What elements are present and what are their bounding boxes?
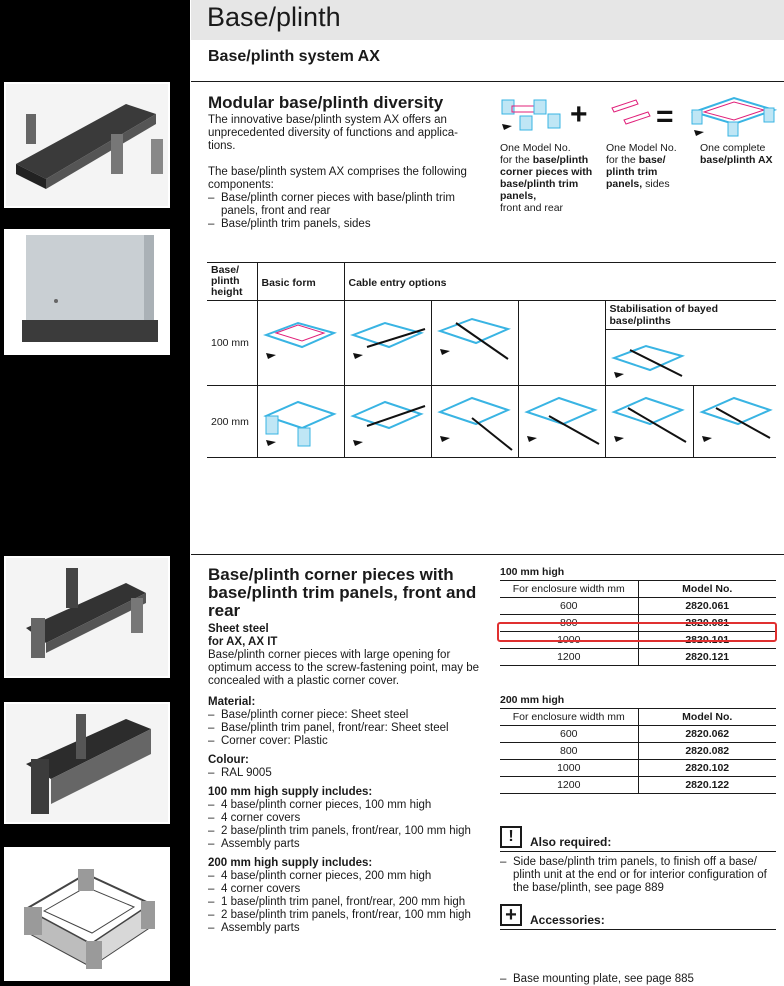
supply100-item: – 4 base/plinth corner pieces, 100 mm high [208, 799, 493, 812]
section2-desc: Base/plinth corner pieces with large opening for optimum access to the screw-fastening point, may be concealed with a plastic corner cover. [208, 649, 480, 687]
th-height: Base/ plinth height [211, 264, 243, 298]
supply100-item: – 4 corner covers [208, 812, 493, 825]
eq3-bold: base/plinth AX [700, 154, 773, 166]
section2-subtitle1: Sheet steel [208, 623, 269, 635]
equation-illustration [498, 94, 778, 140]
plinth-cable-entry-icon [519, 386, 605, 454]
highlight-row-800 [497, 622, 777, 642]
col-width-header: For enclosure width mm [500, 581, 638, 598]
model-cell: 2820.082 [638, 743, 776, 760]
cell-200-opt2 [431, 386, 518, 458]
plinth-diagram-icon [258, 301, 344, 363]
cell-200-stab1 [605, 386, 694, 458]
cell-100-stab [605, 301, 776, 386]
model-table-200 [500, 708, 776, 794]
photo-corner-pieces-100 [4, 556, 170, 678]
plinth-cable-entry-icon [432, 386, 518, 454]
section1-para1: The innovative base/plinth system AX offers an unprecedented diversity of functions and applica-tions. [208, 114, 458, 152]
model-cell: 2820.122 [638, 777, 776, 794]
warning-icon: ! [500, 826, 522, 848]
eq2-line: sides [645, 178, 670, 190]
width-cell: 600 [500, 726, 638, 743]
plinth-cable-entry-icon [345, 386, 431, 454]
eq1-line: One Model No. [500, 142, 571, 154]
width-cell: 1200 [500, 777, 638, 794]
table-row [500, 726, 776, 743]
section1-para2: The base/plinth system AX comprises the following components: [208, 166, 467, 191]
plinth-stabilisation-icon [694, 386, 774, 454]
divider [500, 929, 776, 930]
model-cell: 2820.061 [638, 598, 776, 615]
width-cell: 1200 [500, 649, 638, 666]
also-required-label: Also required: [530, 835, 612, 849]
section1-body [208, 114, 483, 231]
t100-title: 100 mm high [500, 566, 565, 578]
width-cell: 800 [500, 743, 638, 760]
supply200-label: 200 mm high supply includes: [208, 857, 373, 869]
cell-200-opt1 [344, 386, 431, 458]
page-title: Base/plinth [207, 2, 341, 32]
photo-plinth-drawing [4, 847, 170, 981]
table-row [500, 777, 776, 794]
cell-100-basic [257, 301, 344, 386]
svg-text:=: = [656, 100, 674, 133]
supply100-label: 100 mm high supply includes: [208, 786, 373, 798]
colour-label: Colour: [208, 754, 249, 766]
model-cell: 2820.121 [638, 649, 776, 666]
th-basic-form: Basic form [257, 263, 344, 301]
eq2-bold: base/ plinth trim panels, [606, 154, 666, 190]
cable-entry-options-table [207, 262, 776, 458]
section2-subtitle2: for AX, AX IT [208, 636, 278, 648]
material-item: – Base/plinth trim panel, front/rear: Sheet steel [208, 722, 493, 735]
width-cell: 1000 [500, 760, 638, 777]
page-subtitle: Base/plinth system AX [208, 48, 380, 65]
supply100-item: – 2 base/plinth trim panels, front/rear, 100 mm high [208, 825, 493, 838]
accessories-label: Accessories: [530, 913, 605, 927]
table-row [500, 760, 776, 777]
colour-item: – RAL 9005 [208, 767, 493, 780]
photo-corner-pieces-200 [4, 702, 170, 824]
also-required-text: – Side base/plinth trim panels, to finish off a base/ plinth unit at the end or for interior configuration of the base/plinth, see page 889 [500, 856, 776, 895]
col-model-header: Model No. [638, 709, 776, 726]
accessories-text: – Base mounting plate, see page 885 [500, 973, 776, 986]
eq1-line: front and rear [500, 202, 564, 214]
supply200-item: – 2 base/plinth trim panels, front/rear, 100 mm high [208, 909, 493, 922]
material-item: – Base/plinth corner piece: Sheet steel [208, 709, 493, 722]
col-model-header: Model No. [638, 581, 776, 598]
plinth-stabilisation-icon [606, 330, 692, 382]
plinth-stabilisation-icon [606, 386, 692, 454]
eq2-line: for the [606, 154, 636, 166]
supply200-item: – 4 base/plinth corner pieces, 200 mm high [208, 870, 493, 883]
t200-title: 200 mm high [500, 694, 565, 706]
model-cell: 2820.062 [638, 726, 776, 743]
equation-caption-3 [700, 142, 780, 166]
row-label-200: 200 mm [211, 415, 249, 428]
th-cable-entry: Cable entry options [344, 263, 776, 301]
eq1-bold: base/plinth corner pieces with base/plinth trim panels, [500, 154, 593, 202]
cell-200-stab2 [694, 386, 776, 458]
cell-100-opt1 [344, 301, 431, 386]
table-row [500, 743, 776, 760]
supply200-item: – 4 corner covers [208, 883, 493, 896]
model-cell: 2820.102 [638, 760, 776, 777]
photo-plinth-frame [4, 82, 170, 208]
section2-title: Base/plinth corner pieces with base/plinth trim panels, front and rear [208, 565, 477, 620]
plinth-cable-entry-icon [345, 301, 431, 363]
svg-text:+: + [570, 98, 588, 131]
plus-icon: + [500, 904, 522, 926]
cell-100-empty [518, 301, 605, 386]
equation-caption-2 [606, 142, 688, 190]
supply200-item: – Assembly parts [208, 922, 493, 935]
material-label: Material: [208, 696, 256, 708]
cell-100-opt2 [431, 301, 518, 386]
material-item: – Corner cover: Plastic [208, 735, 493, 748]
photo-enclosure-on-plinth [4, 229, 170, 355]
table-row [500, 649, 776, 666]
col-width-header: For enclosure width mm [500, 709, 638, 726]
cell-200-basic [257, 386, 344, 458]
width-cell: 800 [500, 615, 638, 632]
cell-200-opt3 [518, 386, 605, 458]
width-cell: 1000 [500, 632, 638, 649]
section1-title: Modular base/plinth diversity [208, 93, 444, 112]
section2-body [208, 623, 493, 935]
row-label-100: 100 mm [211, 337, 249, 349]
divider [191, 81, 784, 82]
plinth-diagram-icon [258, 386, 344, 454]
supply200-item: – 1 base/plinth trim panel, front/rear, 200 mm high [208, 896, 493, 909]
eq2-line: One Model No. [606, 142, 677, 154]
trim-panels-icon [612, 100, 650, 124]
width-cell: 600 [500, 598, 638, 615]
th-stabilisation: Stabilisation of bayed base/plinths [606, 301, 777, 330]
section1-item: – Base/plinth corner pieces with base/plinth trim panels, front and rear [208, 192, 483, 218]
section1-item: – Base/plinth trim panels, sides [208, 218, 483, 231]
corner-pieces-icon [502, 100, 560, 130]
equation-caption-1 [500, 142, 600, 214]
eq1-line: for the [500, 154, 530, 166]
divider [191, 554, 784, 555]
model-cell: 2820.081 [638, 615, 776, 632]
divider [500, 851, 776, 852]
table-row [500, 598, 776, 615]
model-cell: 2820.101 [638, 632, 776, 649]
eq3-line: One complete [700, 142, 766, 154]
complete-plinth-icon [692, 98, 774, 136]
plinth-cable-entry-icon [432, 301, 518, 363]
page-header [191, 0, 784, 40]
supply100-item: – Assembly parts [208, 838, 493, 851]
